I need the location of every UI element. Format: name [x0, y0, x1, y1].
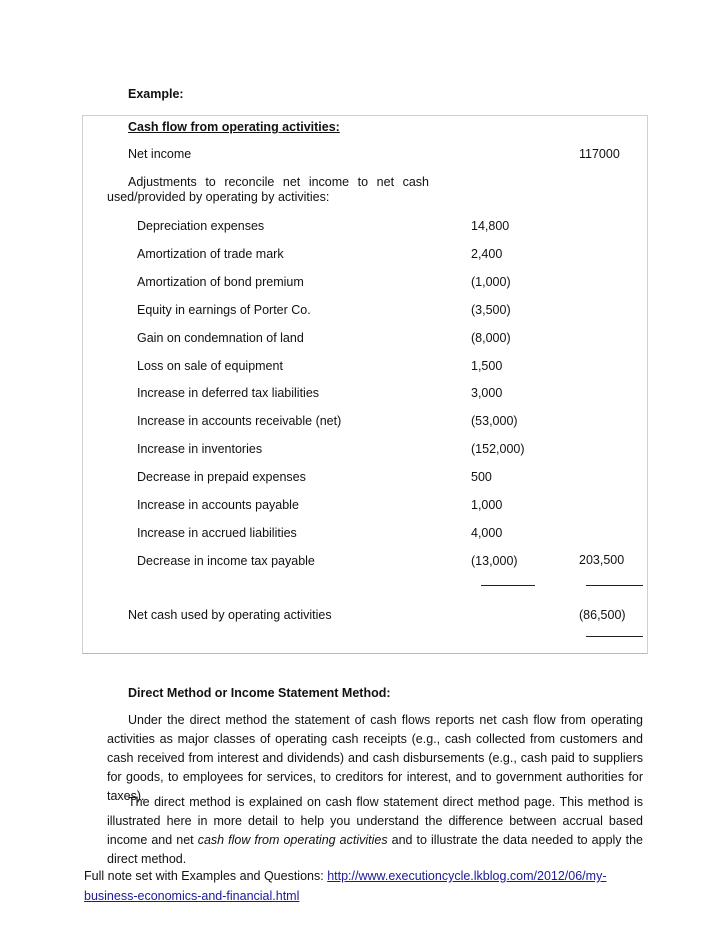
adjustment-value: 1,500: [471, 359, 503, 373]
adjustment-label: Equity in earnings of Porter Co.: [137, 303, 311, 317]
net-cash-label: Net cash used by operating activities: [128, 608, 332, 622]
adjustment-label: Amortization of trade mark: [137, 247, 284, 261]
adjustment-value: (152,000): [471, 442, 525, 456]
paragraph-2-text-a: The direct method is explained on cash flow statement direct method page. This method is illustrated here in more detail to help you understand the difference between accrual based income and net: [107, 795, 643, 847]
adjustment-value: (53,000): [471, 414, 518, 428]
adjustment-label: Decrease in prepaid expenses: [137, 470, 306, 484]
adjustments-total: 203,500: [579, 553, 625, 567]
adjustment-value: (1,000): [471, 275, 511, 289]
subtotal-rule: [481, 585, 535, 586]
net-cash-value: (86,500): [579, 608, 626, 622]
adjustment-value: 3,000: [471, 386, 503, 400]
footer-text: Full note set with Examples and Questions:: [84, 869, 328, 883]
direct-method-paragraph-1: Under the direct method the statement of cash flows reports net cash flow from operating activities as major classes of operating cash receipts (e.g., cash collected from customers and cash received from interest and dividends) and cash disbursements (e.g., cash paid to suppliers for goods, to employees for services, to creditors for interest, and to government authorities for taxes).: [107, 713, 643, 803]
adjustment-label: Increase in accrued liabilities: [137, 526, 297, 540]
adjustment-label: Loss on sale of equipment: [137, 359, 283, 373]
adjustment-label: Increase in inventories: [137, 442, 263, 456]
adjustment-label: Increase in accounts receivable (net): [137, 414, 342, 428]
section-title: Cash flow from operating activities:: [128, 120, 340, 134]
adjustment-label: Amortization of bond premium: [137, 275, 304, 289]
adjustment-value: 2,400: [471, 247, 503, 261]
paragraph-2-italic: cash flow from operating activities: [197, 833, 388, 847]
footer-note: [84, 866, 644, 906]
example-label: Example:: [128, 87, 184, 101]
adjustments-intro-line2: used/provided by operating by activities:: [107, 190, 330, 204]
paragraph-2-text-b: and to illustrate the data needed to apply the direct method.: [107, 833, 643, 866]
adjustment-value: 1,000: [471, 498, 503, 512]
adjustment-value: (13,000): [471, 554, 518, 568]
adjustment-label: Depreciation expenses: [137, 219, 265, 233]
net-cash-rule: [586, 636, 643, 637]
direct-method-paragraph-2: [107, 793, 643, 869]
net-income-label: Net income: [128, 147, 192, 161]
adjustment-label: Increase in deferred tax liabilities: [137, 386, 320, 400]
adjustment-value: (3,500): [471, 303, 511, 317]
footer-link[interactable]: http://www.executioncycle.lkblog.com/2012/06/my-business-economics-and-financial.html: [84, 869, 607, 903]
adjustment-value: (8,000): [471, 331, 511, 345]
adjustments-intro-line1: Adjustments to reconcile net income to net cash: [128, 175, 429, 189]
adjustment-label: Decrease in income tax payable: [137, 554, 315, 568]
adjustment-value: 500: [471, 470, 492, 484]
adjustment-label: Increase in accounts payable: [137, 498, 299, 512]
direct-method-heading: Direct Method or Income Statement Method:: [128, 686, 391, 700]
net-income-value: 117000: [579, 147, 620, 161]
adjustment-value: 14,800: [471, 219, 510, 233]
total-rule: [586, 585, 643, 586]
adjustment-label: Gain on condemnation of land: [137, 331, 304, 345]
adjustment-value: 4,000: [471, 526, 503, 540]
